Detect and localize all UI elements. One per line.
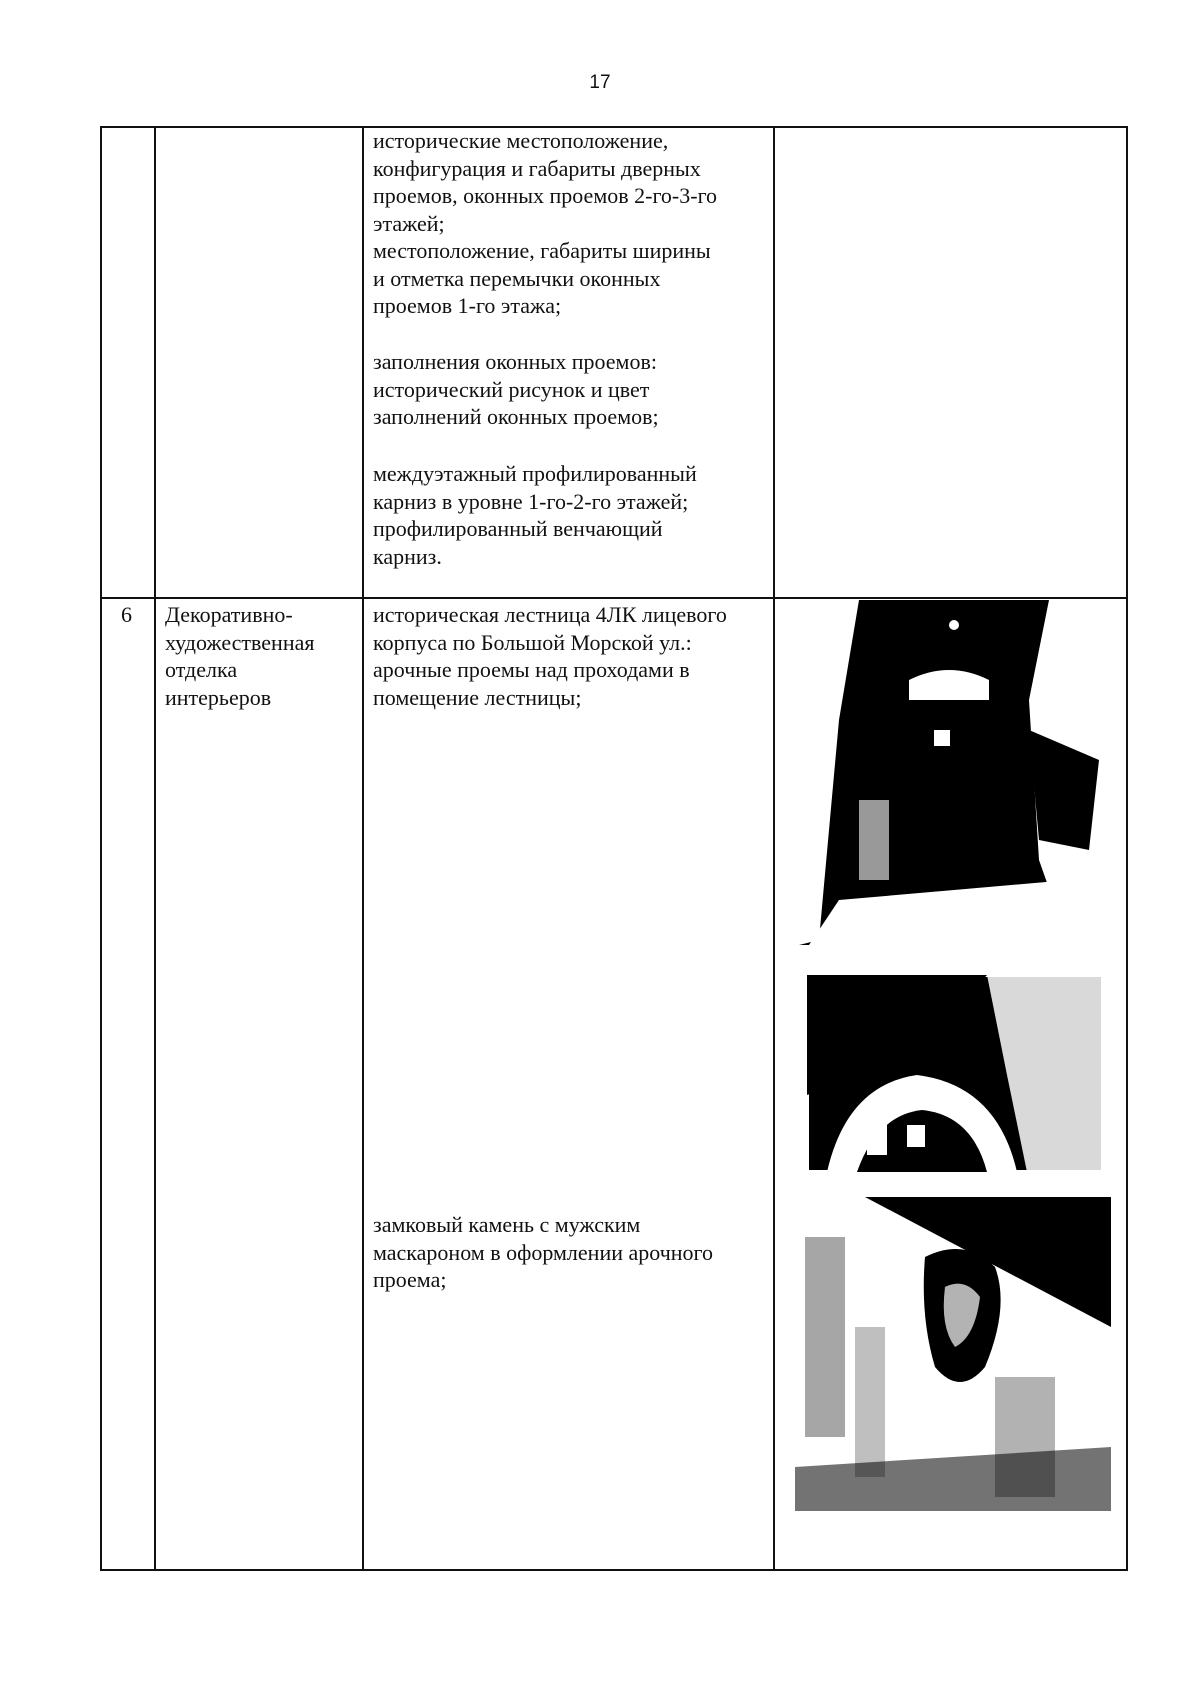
- row-1-item-1: исторические местоположение, конфигурация и габариты дверных проемов, оконных проемов 2-го-3-го этажей; местоположение, габариты ширины и отметка перемычки оконных проемов 1-го этажа;: [373, 128, 718, 318]
- column-divider-3: [773, 126, 775, 1571]
- row-6-item-1: историческая лестница 4ЛК лицевого корпуса по Большой Морской ул.: арочные проемы над проходами в помещение лестницы;: [373, 602, 727, 710]
- staircase-photo: [799, 600, 1108, 945]
- table-border-bottom: [100, 1569, 1128, 1571]
- table-row-divider: [100, 597, 1128, 599]
- page-number: 17: [589, 72, 611, 93]
- arch-photo: [807, 975, 1103, 1172]
- table-border-right: [1126, 126, 1128, 1571]
- row-1-item-2: заполнения оконных проемов: исторический рисунок и цвет заполнений оконных проемов;: [373, 349, 659, 429]
- row-1-item-3: междуэтажный профилированный карниз в уровне 1-го-2-го этажей; профилированный венчающий карниз.: [373, 461, 697, 569]
- column-divider-1: [154, 126, 156, 1571]
- row-6-number: 6: [121, 602, 132, 627]
- table-border-left: [100, 126, 102, 1571]
- column-divider-2: [362, 126, 364, 1571]
- row-6-item-2: замковый камень с мужским маскароном в оформлении арочного проема;: [373, 1212, 714, 1292]
- row-6-name: Декоративно- художественная отделка интерьеров: [165, 602, 315, 710]
- keystone-mascaron-photo: [795, 1197, 1111, 1511]
